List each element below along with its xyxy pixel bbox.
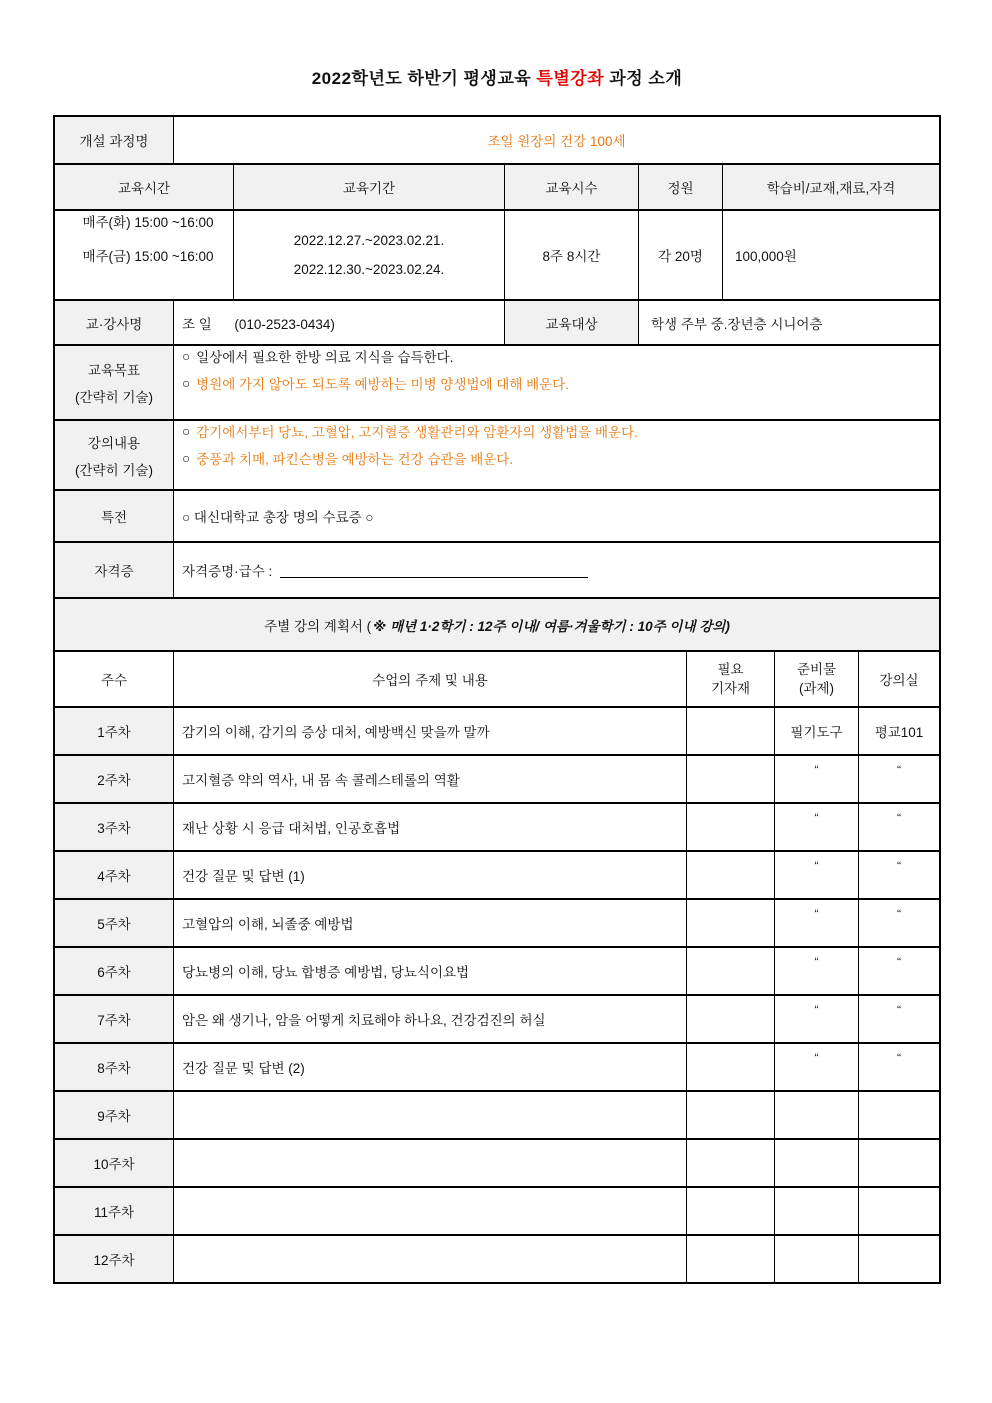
time-cell bbox=[55, 211, 233, 299]
topic-cell bbox=[173, 1140, 686, 1186]
table-row-week-5 bbox=[55, 898, 939, 946]
room-cell: “ bbox=[858, 852, 939, 898]
perk-cell: ○ 대신대학교 총장 명의 수료증 ○ bbox=[173, 491, 939, 541]
info-header-row bbox=[55, 163, 939, 209]
materials-cell: “ bbox=[774, 996, 858, 1042]
materials-cell: “ bbox=[774, 948, 858, 994]
room-cell bbox=[858, 1140, 939, 1186]
course-name-row bbox=[55, 117, 939, 163]
equipment-cell bbox=[686, 996, 774, 1042]
topic-cell: 암은 왜 생기나, 암을 어떻게 치료해야 하나요, 건강검진의 허실 bbox=[173, 996, 686, 1042]
equipment-header-line2: 기자재 bbox=[710, 680, 751, 696]
materials-cell: “ bbox=[774, 900, 858, 946]
topic-cell: 건강 질문 및 답변 (1) bbox=[173, 852, 686, 898]
week-label-cell: 6주차 bbox=[55, 948, 173, 994]
table-row-week-2 bbox=[55, 754, 939, 802]
goals-row bbox=[55, 344, 939, 419]
contents-label-cell bbox=[55, 421, 173, 489]
plan-title-cell bbox=[55, 599, 939, 650]
period-cell bbox=[233, 211, 504, 299]
content-bullet: ○ bbox=[182, 423, 191, 439]
contents-cell bbox=[173, 421, 939, 489]
table-row-week-6 bbox=[55, 946, 939, 994]
info-data-row bbox=[55, 209, 939, 299]
week-label-cell: 5주차 bbox=[55, 900, 173, 946]
topic-header-cell: 수업의 주제 및 내용 bbox=[173, 652, 686, 706]
materials-cell: “ bbox=[774, 1044, 858, 1090]
week-label-cell: 3주차 bbox=[55, 804, 173, 850]
week-header-cell: 주수 bbox=[100, 673, 128, 688]
room-header-cell: 강의실 bbox=[858, 652, 939, 706]
instructor-row bbox=[55, 299, 939, 344]
equipment-cell bbox=[686, 756, 774, 802]
topic-cell: 재난 상황 시 응급 대처법, 인공호흡법 bbox=[173, 804, 686, 850]
topic-cell: 당뇨병의 이해, 당뇨 합병증 예방법, 당뇨식이요법 bbox=[173, 948, 686, 994]
content-item bbox=[182, 448, 513, 468]
contents-row bbox=[55, 419, 939, 489]
content-bullet: ○ bbox=[182, 450, 191, 466]
course-table bbox=[53, 115, 941, 1284]
equipment-cell bbox=[686, 1236, 774, 1282]
certificate-text: 자격증명·급수 : bbox=[182, 564, 273, 579]
room-cell: “ bbox=[858, 804, 939, 850]
week-label-cell: 7주차 bbox=[55, 996, 173, 1042]
table-row-week-10 bbox=[55, 1138, 939, 1186]
materials-cell bbox=[774, 1188, 858, 1234]
goals-label-line2: (간략히 기술) bbox=[75, 390, 153, 405]
materials-cell bbox=[774, 1236, 858, 1282]
equipment-cell bbox=[686, 1044, 774, 1090]
instructor-cell: 조 일 (010-2523-0434) bbox=[173, 301, 504, 344]
materials-header-line1: 준비물 bbox=[796, 661, 837, 677]
materials-cell: “ bbox=[774, 804, 858, 850]
plan-title-prefix: 주별 강의 계획서 ( bbox=[264, 618, 372, 634]
week-label-cell: 9주차 bbox=[55, 1092, 173, 1138]
capacity-header-cell: 정원 bbox=[638, 165, 722, 209]
equipment-cell bbox=[686, 804, 774, 850]
hours-cell: 8주 8시간 bbox=[504, 211, 638, 299]
equipment-cell bbox=[686, 708, 774, 754]
title-suffix: 과정 소개 bbox=[609, 69, 683, 88]
topic-cell: 감기의 이해, 감기의 증상 대처, 예방백신 맞을까 말까 bbox=[173, 708, 686, 754]
capacity-cell: 각 20명 bbox=[638, 211, 722, 299]
week-label-cell: 1주차 bbox=[55, 708, 173, 754]
room-cell bbox=[858, 1092, 939, 1138]
equipment-header-cell bbox=[686, 652, 774, 706]
equipment-cell bbox=[686, 1188, 774, 1234]
equipment-cell bbox=[686, 900, 774, 946]
course-name-cell: 조일 원장의 건강 100세 bbox=[173, 117, 939, 163]
topic-cell: 건강 질문 및 답변 (2) bbox=[173, 1044, 686, 1090]
table-row-week-9 bbox=[55, 1090, 939, 1138]
table-row-week-8 bbox=[55, 1042, 939, 1090]
room-cell: “ bbox=[858, 1044, 939, 1090]
materials-cell bbox=[774, 1140, 858, 1186]
plan-title-row bbox=[55, 597, 939, 650]
materials-cell: “ bbox=[774, 756, 858, 802]
time-header-cell: 교육시간 bbox=[55, 165, 233, 209]
plan-title-emphasis: ※ 매년 1·2학기 : 12주 이내/ 여름·겨울학기 : 10주 이내 강의) bbox=[373, 618, 730, 634]
certificate-cell bbox=[173, 543, 939, 597]
materials-cell: 필기도구 bbox=[774, 708, 858, 754]
fee-header-cell: 학습비/교재,재료,자격 bbox=[722, 165, 939, 209]
materials-header-lines bbox=[797, 662, 836, 696]
room-cell: “ bbox=[858, 900, 939, 946]
table-row-week-3 bbox=[55, 802, 939, 850]
week-label-cell: 2주차 bbox=[55, 756, 173, 802]
target-cell: 학생 주부 중.장년층 시니어층 bbox=[638, 301, 939, 344]
contents-label-line1: 강의내용 bbox=[87, 435, 141, 451]
equipment-header-lines bbox=[711, 662, 750, 696]
certificate-label-cell: 자격증 bbox=[55, 543, 173, 597]
title-prefix: 2022학년도 하반기 평생교육 bbox=[311, 69, 532, 88]
content-text: 중풍과 치매, 파킨슨병을 예방하는 건강 습관을 배운다. bbox=[196, 452, 514, 467]
topic-cell: 고지혈증 약의 역사, 내 몸 속 콜레스테롤의 역활 bbox=[173, 756, 686, 802]
room-cell: “ bbox=[858, 756, 939, 802]
materials-header-cell bbox=[774, 652, 858, 706]
equipment-cell bbox=[686, 1140, 774, 1186]
hours-header-cell: 교육시수 bbox=[504, 165, 638, 209]
time-line-2: 매주(금) 15:00 ~16:00 bbox=[82, 249, 214, 264]
perk-label-cell: 특전 bbox=[55, 491, 173, 541]
goal-bullet: ○ bbox=[182, 375, 191, 391]
materials-cell bbox=[774, 1092, 858, 1138]
period-line-2: 2022.12.30.~2023.02.24. bbox=[293, 262, 445, 277]
topic-cell bbox=[173, 1236, 686, 1282]
week-label-cell: 10주차 bbox=[55, 1140, 173, 1186]
table-row-week-11 bbox=[55, 1186, 939, 1234]
equipment-cell bbox=[686, 1092, 774, 1138]
table-row-week-1 bbox=[55, 706, 939, 754]
table-row-week-4 bbox=[55, 850, 939, 898]
week-label-cell: 4주차 bbox=[55, 852, 173, 898]
period-header-cell: 교육기간 bbox=[233, 165, 504, 209]
room-cell bbox=[858, 1236, 939, 1282]
equipment-cell bbox=[686, 948, 774, 994]
certificate-blank-line bbox=[280, 562, 588, 578]
equipment-cell bbox=[686, 852, 774, 898]
title-highlight: 특별강좌 bbox=[536, 69, 605, 88]
room-cell bbox=[858, 1188, 939, 1234]
goal-item bbox=[182, 373, 569, 393]
instructor-label-cell: 교·강사명 bbox=[55, 301, 173, 344]
week-label-cell: 8주차 bbox=[55, 1044, 173, 1090]
materials-header-line2: (과제) bbox=[798, 680, 835, 696]
goal-bullet: ○ bbox=[182, 348, 191, 364]
goal-text: 병원에 가지 않아도 되도록 예방하는 미병 양생법에 대해 배운다. bbox=[196, 377, 569, 392]
room-cell: “ bbox=[858, 948, 939, 994]
content-item bbox=[182, 421, 638, 441]
page-title bbox=[53, 64, 941, 89]
fee-cell: 100,000원 bbox=[722, 211, 939, 299]
contents-label-line2: (간략히 기술) bbox=[75, 462, 153, 478]
course-name-label-cell: 개설 과정명 bbox=[55, 117, 173, 163]
materials-cell: “ bbox=[774, 852, 858, 898]
topic-cell: 고혈압의 이해, 뇌졸중 예방법 bbox=[173, 900, 686, 946]
goal-text: 일상에서 필요한 한방 의료 지식을 습득한다. bbox=[196, 350, 454, 365]
topic-cell bbox=[173, 1188, 686, 1234]
goal-item bbox=[182, 346, 453, 366]
week-label-cell: 11주차 bbox=[55, 1188, 173, 1234]
goals-cell bbox=[173, 346, 939, 419]
time-line-1: 매주(화) 15:00 ~16:00 bbox=[82, 215, 214, 230]
week-label-cell: 12주차 bbox=[55, 1236, 173, 1282]
room-cell: 평교101 bbox=[858, 708, 939, 754]
content-text: 감기에서부터 당뇨, 고혈압, 고지혈증 생활관리와 암환자의 생활법을 배운다. bbox=[196, 425, 638, 440]
topic-cell bbox=[173, 1092, 686, 1138]
goals-label-line1: 교육목표 bbox=[87, 363, 141, 378]
perk-row bbox=[55, 489, 939, 541]
period-line-1: 2022.12.27.~2023.02.21. bbox=[293, 233, 445, 248]
plan-header-row bbox=[55, 650, 939, 706]
target-label-cell: 교육대상 bbox=[504, 301, 638, 344]
goals-label-cell bbox=[55, 346, 173, 419]
equipment-header-line1: 필요 bbox=[717, 661, 744, 677]
certificate-row bbox=[55, 541, 939, 597]
table-row-week-12 bbox=[55, 1234, 939, 1282]
table-row-week-7 bbox=[55, 994, 939, 1042]
room-cell: “ bbox=[858, 996, 939, 1042]
